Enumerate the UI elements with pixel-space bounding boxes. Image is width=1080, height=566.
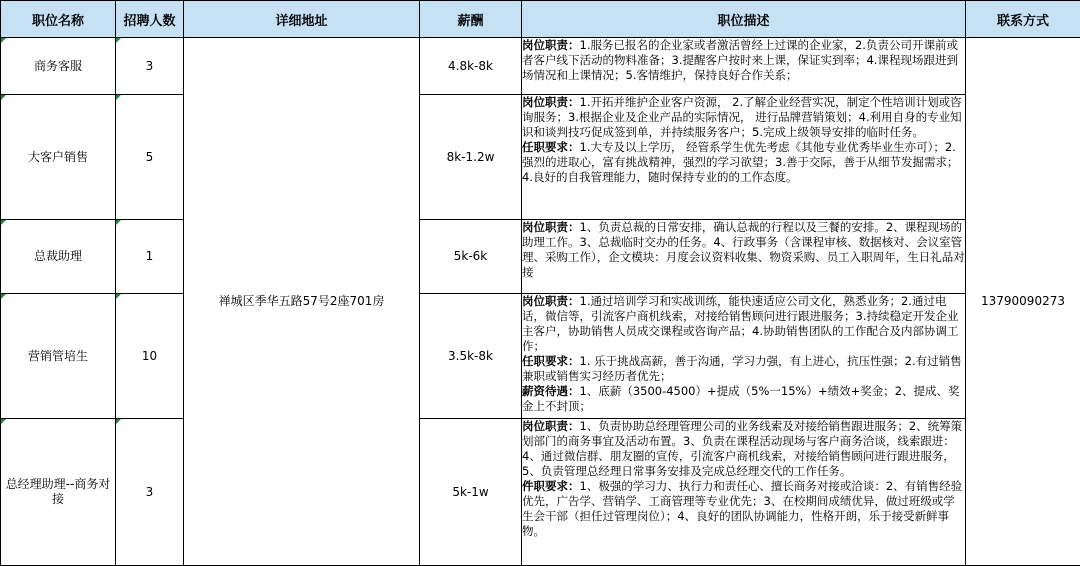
header-salary: 薪酬 [420,1,522,38]
position-title: 总裁助理 [1,220,116,294]
salary: 4.8k-8k [420,38,522,95]
job-description [522,294,966,419]
headcount: 1 [116,220,184,294]
duty-label: 岗位职责： [522,38,580,52]
salary: 3.5k-8k [420,294,522,419]
duty-label: 岗位职责： [522,419,580,433]
duty-label: 岗位职责： [522,294,580,308]
header-description: 职位描述 [522,1,966,38]
table-row [1,419,1080,566]
contact-phone: 13790090273 [966,38,1080,566]
position-title: 营销管培生 [1,294,116,419]
salary: 8k-1.2w [420,95,522,220]
header-contact: 联系方式 [966,1,1080,38]
headcount: 5 [116,95,184,220]
job-description [522,419,966,566]
table-row [1,95,1080,220]
position-title: 大客户销售 [1,95,116,220]
requirement-label: 任职要求： [522,354,580,368]
requirement-label: 任职要求： [522,140,580,154]
header-headcount: 招聘人数 [116,1,184,38]
position-title: 总经理助理--商务对接 [1,419,116,566]
headcount: 10 [116,294,184,419]
job-description [522,38,966,95]
header-row [1,1,1080,38]
duty-label: 岗位职责： [522,220,580,234]
duty-text: 1、负责协助总经理管理公司的业务线索及对接给销售跟进服务；2、统筹策划部门的商务事宜及活动布置。3、负责在课程活动现场与客户商务洽谈，线索跟进：4、通过微信群、朋友圈的宣传，引流客户商机线索，对接给销售顾问进行跟进服务，5、负责管理总经理日常事务安排及完成总经理交代的工作任务。 [522,419,963,478]
requirement-text: 1.大专及以上学历， 经管系学生优先考虑《其他专业优秀毕业生亦可）；2.强烈的进取心，富有挑战精神，强烈的学习欲望；3.善于交际，善于从细节发掘需求；4.良好的自我管理能力，随时保持专业的的工作态度。 [522,140,959,184]
salary: 5k-6k [420,220,522,294]
requirement-label: 件职要求： [522,479,580,493]
requirement-text: 1. 乐于挑战高薪，善于沟通，学习力强，有上进心，抗压性强；2.有过销售兼职或销售实习经历者优先； [522,354,962,383]
duty-text: 1、负责总裁的日常安排，确认总裁的行程以及三餐的安排。2、课程现场的助理工作。3、总裁临时交办的任务。4、行政事务（含课程审核、数据核对、会议室管理、采购工作），企文模块：月度会议资料收集、物资采购、员工入职周年，生日礼品对接 [522,220,965,279]
table-row [1,38,1080,95]
header-address: 详细地址 [184,1,420,38]
pay-text: 1、底薪（3500-4500）+提成（5%一15%）+绩效+奖金；2、提成、奖金上不封顶； [522,384,960,413]
header-position: 职位名称 [1,1,116,38]
duty-label: 岗位职责： [522,95,580,109]
salary: 5k-1w [420,419,522,566]
duty-text: 1.开拓并维护企业客户资源， 2.了解企业经营实况，制定个性培训计划或咨询服务；3.根据企业及企业产品的实际情况， 进行品牌营销策划；4.利用自身的专业知识和谈判技巧促成签到单，并持续服务客户；5.完成上级领导安排的临时任务。 [522,95,962,139]
duty-text: 1.服务已报名的企业家或者激活曾经上过课的企业家，2.负责公司开课前或者客户线下活动的物料准备；3.提醒客户按时来上课，保证实到率；4.课程现场跟进到场情况和上课情况；5.客情维护，保持良好合作关系； [522,38,958,82]
position-title: 商务客服 [1,38,116,95]
address-cell: 禅城区季华五路57号2座701房 [184,38,420,566]
duty-text: 1.通过培训学习和实战训练，能快速适应公司文化，熟悉业务；2.通过电话，微信等，引流客户商机线索，对接给销售顾问进行跟进服务；3.持续稳定开发企业主客户，协助销售人员成交课程或咨询产品；4.协助销售团队的工作配合及内部协调工作； [522,294,959,353]
headcount: 3 [116,38,184,95]
job-description [522,95,966,220]
requirement-text: 1、极强的学习力、执行力和责任心、擅长商务对接或洽谈：2、有销售经验优先，广告学、营销学、工商管理等专业优先；3、在校期间成绩优异，做过班级或学生会干部（担任过管理岗位）；4、良好的团队协调能力，性格开朗，乐于接受新鲜事物。 [522,479,963,538]
pay-label: 薪资待遇： [522,384,580,398]
table-row [1,220,1080,294]
headcount: 3 [116,419,184,566]
job-description [522,220,966,294]
table-row [1,294,1080,419]
